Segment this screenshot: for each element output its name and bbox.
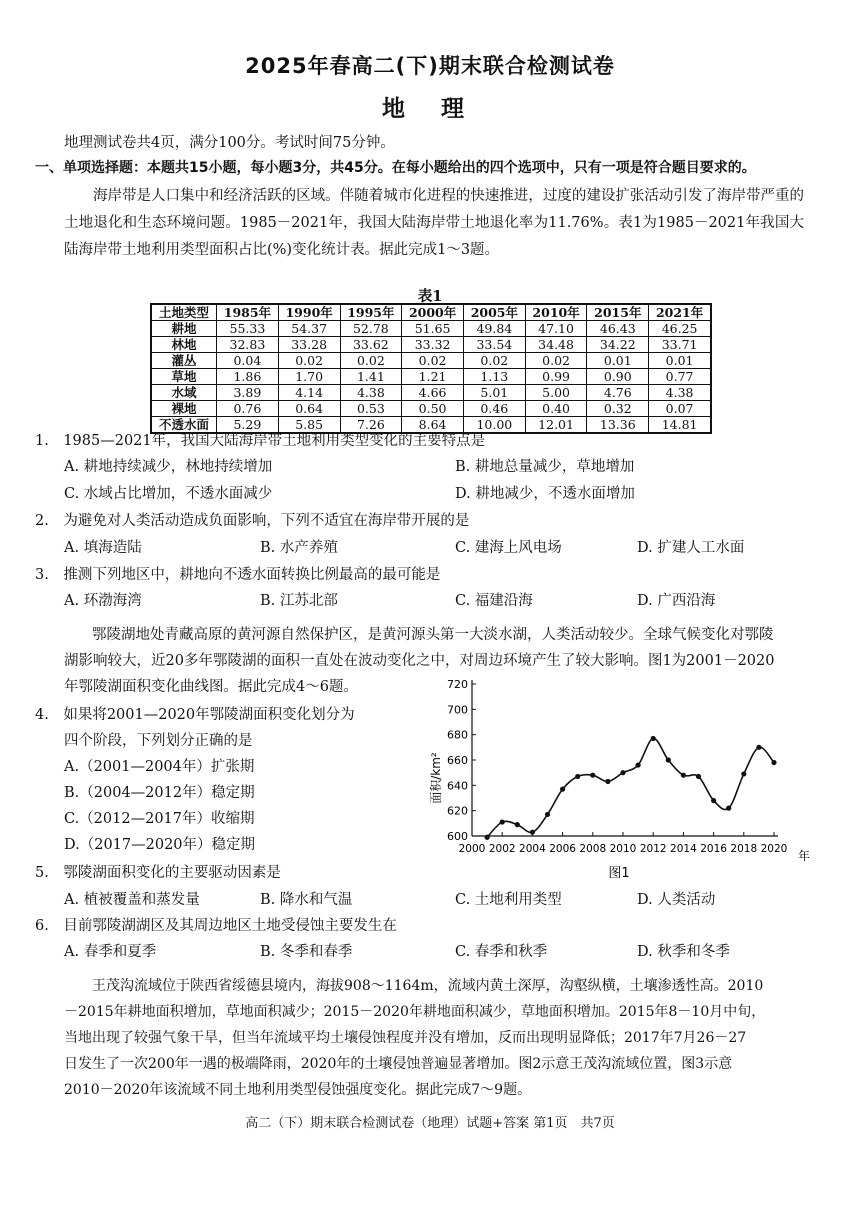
chart-x-tick-label: 2014 <box>670 843 697 855</box>
chart-data-point <box>545 812 550 817</box>
question-6-option-d[interactable]: D. 秋季和冬季 <box>637 944 730 960</box>
table-cell: 52.78 <box>340 321 402 337</box>
table-cell: 1.21 <box>402 369 464 385</box>
chart-data-point <box>756 745 761 750</box>
passage-wangmao-line-4: 日发生了一次200年一遇的极端降雨，2020年的土壤侵蚀普遍显著增加。图2示意王茂沟流域位置，图3示意 <box>64 1056 733 1072</box>
chart-data-point <box>651 736 656 741</box>
passage-wangmao-line-5: 2010－2020年该流域不同土地利用类型侵蚀强度变化。据此完成7～9题。 <box>64 1082 532 1098</box>
passage-wangmao-line-1: 王茂沟流域位于陕西省绥德县境内，海拔908～1164m，流域内黄土深厚，沟壑纵横，土壤渗透性高。2010 <box>92 978 764 994</box>
table-cell: 0.07 <box>649 401 711 417</box>
table-cell: 0.02 <box>278 353 340 369</box>
table-row <box>151 401 711 417</box>
question-4-stem-line-1: 4. 如果将2001—2020年鄂陵湖面积变化划分为 <box>35 707 355 723</box>
table-cell: 4.14 <box>278 385 340 401</box>
table-row-label: 不透水面 <box>151 417 217 434</box>
table-cell: 0.99 <box>525 369 587 385</box>
subject-title: 地 理 <box>381 96 478 122</box>
question-4-option-b[interactable]: B.（2004—2012年）稳定期 <box>64 785 255 801</box>
table-row <box>151 369 711 385</box>
passage-wangmao-line-2: －2015年耕地面积增加，草地面积减少；2015－2020年耕地面积减少，草地面积增加。2015年8－10月中旬， <box>64 1004 766 1020</box>
table-header-cell: 1985年 <box>217 304 279 321</box>
chart-data-point <box>590 773 595 778</box>
table-cell: 3.89 <box>217 385 279 401</box>
question-3-option-a[interactable]: A. 环渤海湾 <box>64 593 142 609</box>
table-cell: 0.01 <box>587 353 649 369</box>
question-4-option-c[interactable]: C.（2012—2017年）收缩期 <box>64 811 255 827</box>
table-header-row <box>151 304 711 321</box>
question-1-option-a[interactable]: A. 耕地持续减少，林地持续增加 <box>64 459 273 475</box>
table-row <box>151 337 711 353</box>
table-row <box>151 321 711 337</box>
table-cell: 0.40 <box>525 401 587 417</box>
table-header-cell: 土地类型 <box>151 304 217 321</box>
question-3-stem: 3. 推测下列地区中，耕地向不透水面转换比例最高的最可能是 <box>35 567 441 583</box>
passage-coastal: 海岸带是人口集中和经济活跃的区域。伴随着城市化进程的快速推进，过度的建设扩张活动引发了海岸带严重的土地退化和生态环境问题。1985－2021年，我国大陆海岸带土地退化率为11.76%。表1为1985－2021年我国大陆海岸带土地利用类型面积占比(%)变化统计表。据此完成1～3题。 <box>64 188 804 258</box>
table-row-label: 耕地 <box>151 321 217 337</box>
table-cell: 51.65 <box>402 321 464 337</box>
chart-y-tick-label: 600 <box>447 830 468 843</box>
table-row <box>151 385 711 401</box>
question-4-option-a[interactable]: A.（2001—2004年）扩张期 <box>64 759 255 775</box>
table-cell: 12.01 <box>525 417 587 434</box>
question-5-option-c[interactable]: C. 土地利用类型 <box>455 892 562 908</box>
table-cell: 0.01 <box>649 353 711 369</box>
lake-area-chart <box>420 670 840 890</box>
table-cell: 10.00 <box>463 417 525 434</box>
table-cell: 4.38 <box>340 385 402 401</box>
chart-x-tick-label: 2012 <box>639 843 667 855</box>
passage-lake-line-1: 鄂陵湖地处青藏高原的黄河源自然保护区，是黄河源头第一大淡水湖，人类活动较少。全球气候变化对鄂陵 <box>92 627 774 643</box>
chart-y-tick-label: 640 <box>447 779 468 793</box>
question-6-option-a[interactable]: A. 春季和夏季 <box>64 944 157 960</box>
table-header-cell: 2005年 <box>463 304 525 321</box>
question-6-stem: 6. 目前鄂陵湖湖区及其周边地区土地受侵蚀主要发生在 <box>35 918 397 934</box>
table-cell: 0.32 <box>587 401 649 417</box>
chart-y-tick-label: 620 <box>447 804 468 818</box>
chart-x-tick-label: 2000 <box>458 843 486 855</box>
chart-y-tick-label: 680 <box>447 728 468 742</box>
table-cell: 4.38 <box>649 385 711 401</box>
table-cell: 0.46 <box>463 401 525 417</box>
chart-x-tick-label: 2018 <box>730 843 758 855</box>
table-cell: 8.64 <box>402 417 464 434</box>
chart-data-point <box>741 771 746 776</box>
table-cell: 0.02 <box>340 353 402 369</box>
exam-intro: 地理测试卷共4页，满分100分。考试时间75分钟。 <box>64 135 395 151</box>
question-6-option-c[interactable]: C. 春季和秋季 <box>455 944 548 960</box>
question-3-option-d[interactable]: D. 广西沿海 <box>637 593 716 609</box>
table-row-label: 灌丛 <box>151 353 217 369</box>
table-cell: 4.76 <box>587 385 649 401</box>
question-5-stem: 5. 鄂陵湖面积变化的主要驱动因素是 <box>35 865 281 881</box>
chart-data-point <box>681 773 686 778</box>
chart-x-tick-label: 2008 <box>579 843 607 855</box>
table-row-label: 草地 <box>151 369 217 385</box>
question-2-stem: 2. 为避免对人类活动造成负面影响，下列不适宜在海岸带开展的是 <box>35 513 470 529</box>
table-cell: 32.83 <box>217 337 279 353</box>
table-cell: 4.66 <box>402 385 464 401</box>
table-cell: 0.90 <box>587 369 649 385</box>
table-cell: 33.54 <box>463 337 525 353</box>
chart-data-point <box>726 806 731 811</box>
table-row <box>151 353 711 369</box>
question-1-option-b[interactable]: B. 耕地总量减少，草地增加 <box>455 459 635 475</box>
table-cell: 33.62 <box>340 337 402 353</box>
table-body <box>151 321 711 434</box>
section-heading: 一、单项选择题：本题共15小题，每小题3分，共45分。在每小题给出的四个选项中，只有一项是符合题目要求的。 <box>35 160 756 176</box>
question-1-stem: 1. 1985—2021年，我国大陆海岸带土地利用类型变化的主要特点是 <box>35 433 486 449</box>
question-6-option-b[interactable]: B. 冬季和春季 <box>260 944 353 960</box>
chart-x-tick-label: 2006 <box>549 843 576 855</box>
table-cell: 0.77 <box>649 369 711 385</box>
table-cell: 1.70 <box>278 369 340 385</box>
passage-lake-line-2: 湖影响较大，近20多年鄂陵湖的面积一直处在波动变化之中，对周边环境产生了较大影响。图1为2001－2020 <box>64 653 775 669</box>
chart-series-line <box>487 738 774 837</box>
chart-caption: 图1 <box>608 866 630 881</box>
question-2-option-d[interactable]: D. 扩建人工水面 <box>637 540 745 556</box>
chart-x-axis-label: 年 <box>798 849 811 863</box>
chart-data-point <box>560 787 565 792</box>
question-1-option-c[interactable]: C. 水域占比增加，不透水面减少 <box>64 486 273 502</box>
question-2-option-a[interactable]: A. 填海造陆 <box>64 540 142 556</box>
chart-points <box>485 736 777 840</box>
table-cell: 34.48 <box>525 337 587 353</box>
chart-x-tick-label: 2016 <box>700 843 727 855</box>
chart-x-tick-label: 2002 <box>488 843 516 855</box>
table-cell: 46.25 <box>649 321 711 337</box>
chart-y-tick-label: 700 <box>447 703 468 717</box>
table-row-label: 裸地 <box>151 401 217 417</box>
table-cell: 1.41 <box>340 369 402 385</box>
table-cell: 49.84 <box>463 321 525 337</box>
chart-data-point <box>620 770 625 775</box>
page-footer: 高二（下）期末联合检测试卷（地理）试题+答案 第1页 共7页 <box>245 1116 615 1131</box>
table-header-cell: 2021年 <box>649 304 711 321</box>
question-1-option-d[interactable]: D. 耕地减少，不透水面增加 <box>455 486 635 502</box>
table-cell: 46.43 <box>587 321 649 337</box>
passage-wangmao-line-3: 当地出现了较强气象干旱，但当年流域平均土壤侵蚀程度并没有增加，反而出现明显降低；2017年7月26－27 <box>64 1030 747 1046</box>
chart-x-tick-label: 2004 <box>519 843 546 855</box>
chart-data-point <box>530 830 535 835</box>
chart-x-tick-label: 2010 <box>609 843 637 855</box>
question-2-option-c[interactable]: C. 建海上风电场 <box>455 540 562 556</box>
chart-data-point <box>636 762 641 767</box>
chart-data-point <box>711 798 716 803</box>
chart-y-axis-label: 面积/km² <box>429 752 443 804</box>
table-header-cell: 2010年 <box>525 304 587 321</box>
table-cell: 33.32 <box>402 337 464 353</box>
table-cell: 0.02 <box>463 353 525 369</box>
table-cell: 0.76 <box>217 401 279 417</box>
chart-data-point <box>575 774 580 779</box>
chart-data-point <box>605 779 610 784</box>
table-header-cell: 1995年 <box>340 304 402 321</box>
table-cell: 5.29 <box>217 417 279 434</box>
table-cell: 1.13 <box>463 369 525 385</box>
question-4-stem-line-2: 四个阶段，下列划分正确的是 <box>64 733 253 749</box>
table-header-cell: 1990年 <box>278 304 340 321</box>
chart-axes <box>472 680 778 836</box>
question-2-option-b[interactable]: B. 水产养殖 <box>260 540 338 556</box>
table-cell: 55.33 <box>217 321 279 337</box>
chart-y-tick-label: 660 <box>447 754 468 767</box>
table-cell: 33.71 <box>649 337 711 353</box>
table-cell: 33.28 <box>278 337 340 353</box>
table-cell: 5.85 <box>278 417 340 434</box>
question-5-option-d[interactable]: D. 人类活动 <box>637 892 716 908</box>
question-5-option-b[interactable]: B. 降水和气温 <box>260 892 353 908</box>
table-cell: 47.10 <box>525 321 587 337</box>
exam-title: 2025年春高二(下)期末联合检测试卷 <box>245 54 615 78</box>
table-cell: 54.37 <box>278 321 340 337</box>
question-5-option-a[interactable]: A. 植被覆盖和蒸发量 <box>64 892 200 908</box>
table-cell: 0.04 <box>217 353 279 369</box>
chart-data-point <box>696 774 701 779</box>
table-cell: 0.64 <box>278 401 340 417</box>
chart-y-tick-label: 720 <box>447 678 468 691</box>
table-header-cell: 2015年 <box>587 304 649 321</box>
table-cell: 14.81 <box>649 417 711 434</box>
table-header-cell: 2000年 <box>402 304 464 321</box>
table-cell: 13.36 <box>587 417 649 434</box>
table-cell: 0.50 <box>402 401 464 417</box>
table-cell: 7.26 <box>340 417 402 434</box>
chart-data-point <box>500 819 505 824</box>
table-cell: 34.22 <box>587 337 649 353</box>
table-cell: 0.02 <box>402 353 464 369</box>
question-3-option-b[interactable]: B. 江苏北部 <box>260 593 338 609</box>
table-cell: 0.02 <box>525 353 587 369</box>
chart-data-point <box>515 822 520 827</box>
table-cell: 1.86 <box>217 369 279 385</box>
chart-x-tick-label: 2020 <box>760 843 788 855</box>
table-row-label: 水域 <box>151 385 217 401</box>
passage-lake-line-3: 年鄂陵湖面积变化曲线图。据此完成4～6题。 <box>64 679 358 695</box>
table-cell: 0.53 <box>340 401 402 417</box>
question-3-option-c[interactable]: C. 福建沿海 <box>455 593 533 609</box>
chart-data-point <box>771 760 776 765</box>
chart-data-point <box>666 757 671 762</box>
chart-data-point <box>485 835 490 840</box>
land-use-table <box>150 303 712 434</box>
question-4-option-d[interactable]: D.（2017—2020年）稳定期 <box>64 837 256 853</box>
table-cell: 5.00 <box>525 385 587 401</box>
table-row-label: 林地 <box>151 337 217 353</box>
table-caption: 表1 <box>417 288 443 305</box>
table-cell: 5.01 <box>463 385 525 401</box>
